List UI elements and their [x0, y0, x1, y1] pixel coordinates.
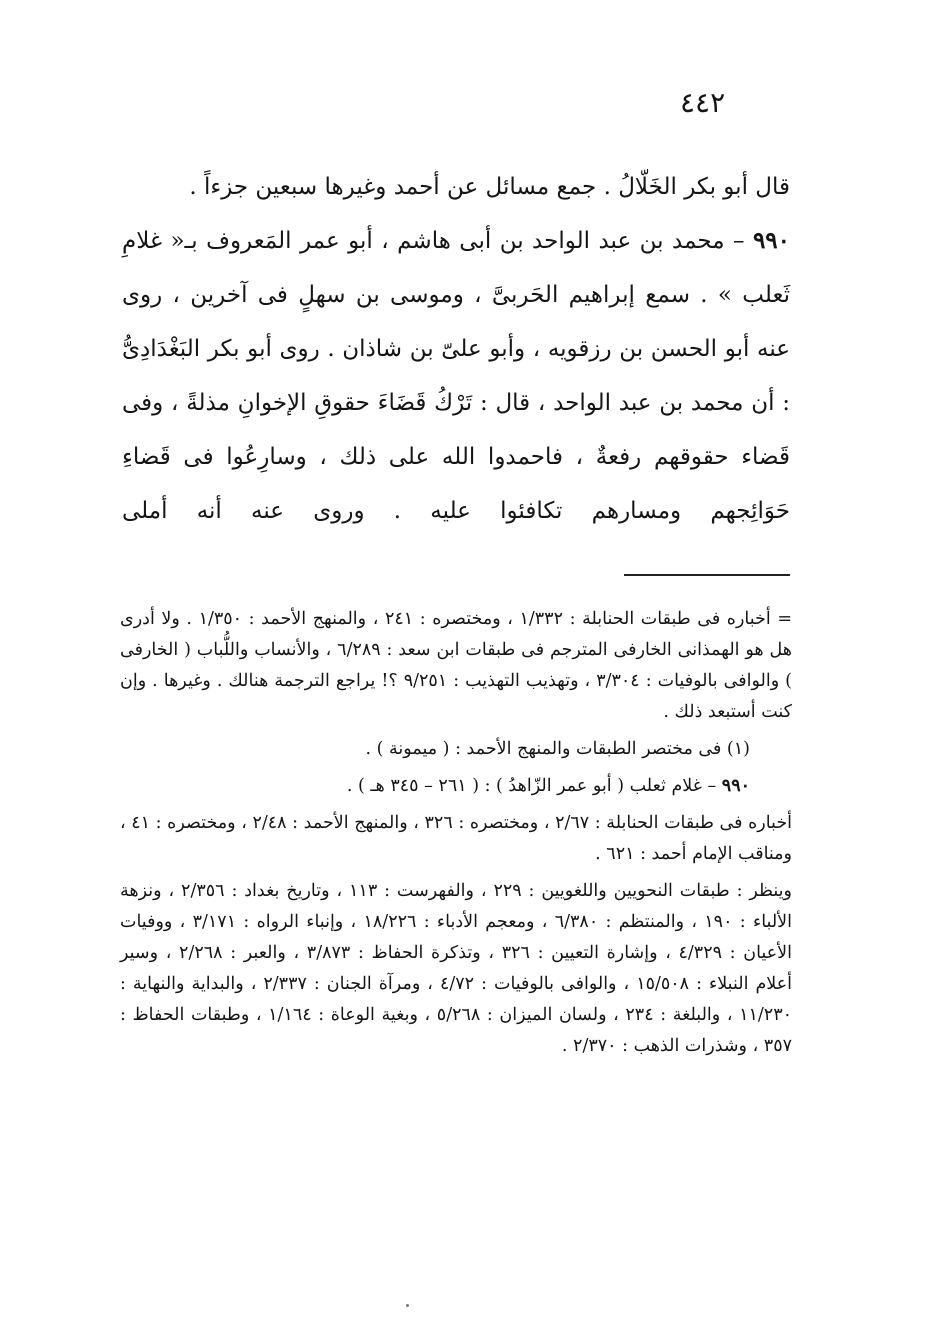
footnote-1: (١) فى مختصر الطبقات والمنهج الأحمد : ( ميمونة ) . [365, 739, 750, 759]
paragraph-khallal: قال أبو بكر الخَلّالُ . جمع مسائل عن أحمد وغيرها سبعين جزءاً . [189, 174, 790, 200]
footnote-divider [624, 574, 790, 576]
footnote-entry-number: ٩٩٠ [721, 776, 750, 796]
footnote-sources-2: وينظر : طبقات النحويين واللغويين : ٢٢٩ ، والفهرست : ١١٣ ، وتاريخ بغداد : ٢/٣٥٦ ، ونزهة الألباء : ١٩٠ ، والمنتظم : ٦/٣٨٠ ، ومعجم الأدباء : ١٨/٢٢٦ ، وإنباء الرواه : ٣/١٧١ ، ووفيات الأعيان : ٤/٣٢٩ ، وإشارة التعيين : ٣٢٦ ، وتذكرة الحفاظ : ٣/٨٧٣ ، والعبر : ٢/٢٦٨ ، وسير أعلام النبلاء : ١٥/٥٠٨ ، والوافى بالوفيات : ٤/٧٢ ، ومرآة الجنان : ٢/٣٣٧ ، والبداية والنهاية : ١١/٢٣٠ ، والبلغة : ٢٣٤ ، ولسان الميزان : ٥/٢٦٨ ، وبغية الوعاة : ١/١٦٤ ، وطبقات الحفاظ : ٣٥٧ ، وشذرات الذهب : ٢/٣٧٠ . [120, 881, 793, 1056]
footnote-entry-text: – غلام ثعلب ( أبو عمر الزّاهدُ ) : ( ٢٦١ – ٣٤٥ هـ ) . [346, 776, 717, 796]
main-text [122, 160, 790, 538]
paragraph-entry-990 [122, 214, 790, 538]
page-number: ٤٤٢ [680, 86, 726, 119]
footnotes [120, 604, 792, 1068]
page-speck [406, 1304, 409, 1307]
entry-body: محمد بن عبد الواحد بن أبى هاشم ، أبو عمر المَعروف بـ« غلامِ ثَعلب » . سمع إبراهيم الحَربىَّ ، وموسى بن سهلٍ فى آخرين ، روى عنه أبو الحسن بن رزقويه ، وأبو علىّ بن شاذان . روى أبو بكر البَغْدَادِىُّ : أن محمد بن عبد الواحد ، قال : تَرْكُ قَضَاءَ حقوقِ الإخوانِ مذلةً ، وفى قَضاء حقوقهم رفعةٌ ، فاحمدوا الله على ذلك ، وسارِعُوا فى قَضاءِ حَوَائِجهم ومسارهم تكافئوا عليه . وروى عنه أنه أملى [122, 228, 790, 524]
footnote-sources-1: أخباره فى طبقات الحنابلة : ٢/٦٧ ، ومختصره : ٣٢٦ ، والمنهج الأحمد : ٢/٤٨ ، ومختصره : ٤١ ، ومناقب الإمام أحمد : ٦٢١ . [120, 813, 793, 864]
entry-number: ٩٩٠ [752, 227, 791, 254]
entry-dash: – [733, 228, 745, 254]
footnote-entry-990 [120, 771, 792, 802]
footnote-continuation: = أخباره فى طبقات الحنابلة : ١/٣٣٢ ، ومختصره : ٢٤١ ، والمنهج الأحمد : ١/٣٥٠ . ولا أدرى هل هو الهمذانى الخارفى المترجم فى طبقات ابن سعد : ٦/٢٨٩ ، والأنساب واللُّباب ( الخارفى ) والوافى بالوفيات : ٣/٣٠٤ ، وتهذيب التهذيب : ٩/٢٥١ ؟! يراجع الترجمة هنالك . وغيرها . وإن كنت أستبعد ذلك . [120, 609, 793, 722]
